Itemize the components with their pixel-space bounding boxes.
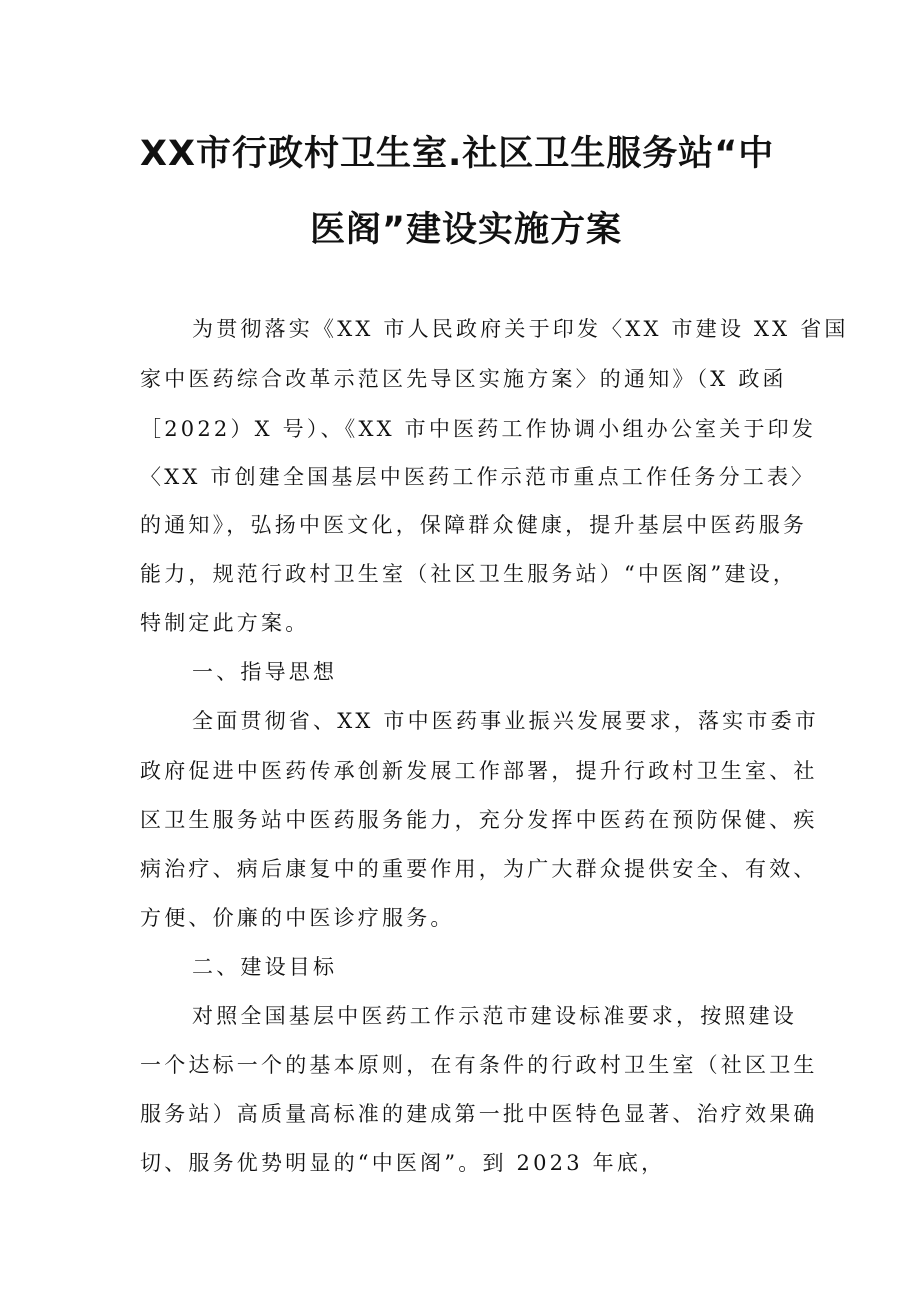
paragraph-ideology-line-5: 方便、价廉的中医诊疗服务。 (140, 906, 455, 930)
paragraph-intro-line-4: 〈XX 市创建全国基层中医药工作示范市重点工作任务分工表〉 (140, 465, 816, 489)
paragraph-ideology-line-2: 政府促进中医药传承创新发展工作部署，提升行政村卫生室、社 (140, 759, 818, 783)
paragraph-goals-line-1: 对照全国基层中医药工作示范市建设标准要求，按照建设 (192, 1004, 797, 1028)
paragraph-intro-line-6: 能力，规范行政村卫生室（社区卫生服务站）“中医阁”建设， (140, 562, 798, 586)
paragraph-ideology-line-1: 全面贯彻省、XX 市中医药事业振兴发展要求，落实市委市 (192, 709, 819, 733)
paragraph-intro-line-3: ［2022）X 号）、《XX 市中医药工作协调小组办公室关于印发 (140, 417, 817, 441)
paragraph-intro-line-1: 为贯彻落实《XX 市人民政府关于印发〈XX 市建设 XX 省国 (192, 317, 849, 341)
section-heading-construction-goals: 二、建设目标 (192, 955, 338, 979)
paragraph-goals-line-3: 服务站）高质量高标准的建成第一批中医特色显著、治疗效果确 (140, 1102, 818, 1126)
document-title-line-2: 医阁”建设实施方案 (310, 210, 623, 250)
paragraph-intro-line-7: 特制定此方案。 (140, 611, 310, 635)
paragraph-ideology-line-4: 病治疗、病后康复中的重要作用，为广大群众提供安全、有效、 (140, 857, 818, 881)
paragraph-intro-line-5: 的通知》，弘扬中医文化，保障群众健康，提升基层中医药服务 (140, 513, 808, 537)
document-title-line-1: XX市行政村卫生室.社区卫生服务站“中 (140, 134, 775, 174)
section-heading-guiding-ideology: 一、指导思想 (192, 660, 338, 684)
paragraph-goals-line-4: 切、服务优势明显的“中医阁”。到 2023 年底， (140, 1151, 666, 1175)
paragraph-intro-line-2: 家中医药综合改革示范区先导区实施方案〉的通知》（X 政函 (140, 367, 787, 391)
paragraph-ideology-line-3: 区卫生服务站中医药服务能力，充分发挥中医药在预防保健、疾 (140, 808, 818, 832)
paragraph-goals-line-2: 一个达标一个的基本原则，在有条件的行政村卫生室（社区卫生 (140, 1053, 818, 1077)
